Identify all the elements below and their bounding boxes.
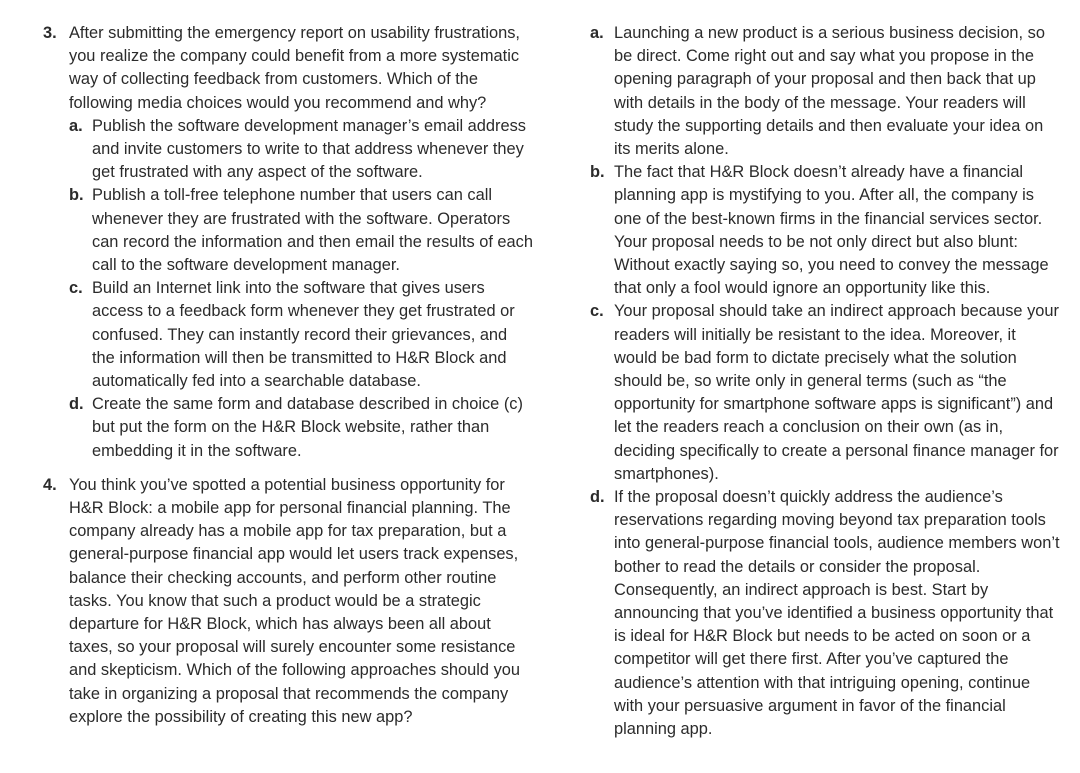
option-text: Create the same form and database described in choice (c) but put the form on the H&R Block website, rather than embedding it in the software. [92, 395, 523, 460]
option-text: Build an Internet link into the software that gives users access to a feedback form whenever they get frustrated or confused. They can instantly record their grievances, and the information will then be transmitted to H&R Block and automatically fed into a searchable database. [92, 279, 515, 391]
option-letter: a. [69, 116, 83, 135]
option-text: Your proposal should take an indirect approach because your readers will initially be resistant to the idea. Moreover, it would be bad form to dictate precisely what the solution should be, so write only in general terms (such as “the opportunity for smartphone software apps is significant”) and let the readers reach a conclusion on their own (as in, deciding specifically to create a personal finance manager for smartphones). [614, 302, 1059, 483]
option-a [590, 22, 1060, 161]
question-4-options [590, 22, 1060, 741]
option-text: The fact that H&R Block doesn’t already have a financial planning app is mystifying to you. After all, the company is one of the best-known firms in the financial services sector. Your proposal needs to be not only direct but also blunt: Without exactly saying so, you need to convey the message that only a fool would ignore an opportunity like this. [614, 163, 1049, 298]
option-b [590, 161, 1060, 300]
option-d [590, 486, 1060, 741]
question-3-options [69, 115, 533, 463]
option-b [69, 184, 533, 277]
right-column [590, 22, 1060, 741]
option-d [69, 393, 533, 463]
left-column [43, 22, 533, 729]
question-text: After submitting the emergency report on usability frustrations, you realize the company could benefit from a more systematic way of collecting feedback from customers. Which of the following media choices would you recommend and why? [69, 24, 520, 112]
option-letter: c. [590, 302, 604, 321]
option-c [590, 300, 1060, 486]
option-letter: a. [590, 24, 604, 42]
option-text: Publish the software development manager’s email address and invite customers to write to that address whenever they get frustrated with any aspect of the software. [92, 116, 526, 182]
question-number: 4. [43, 475, 57, 494]
question-text: You think you’ve spotted a potential business opportunity for H&R Block: a mobile app for personal financial planning. The company already has a mobile app for tax preparation, but a general-purpose financial app would let users track expenses, balance their checking accounts, and perform other routine tasks. You know that such a product would be a strategic departure for H&R Block, which has always been all about taxes, so your proposal will surely encounter some resistance and skepticism. Which of the following approaches should you take in organizing a proposal that recommends the company explore the possibility of creating this new app? [69, 475, 520, 726]
option-a [69, 115, 533, 185]
option-text: If the proposal doesn’t quickly address the audience’s reservations regarding moving beyond tax preparation tools into general-purpose financial tools, audience members won’t bother to read the details or consider the proposal. Consequently, an indirect approach is best. Start by announcing that you’ve identified a business opportunity that is ideal for H&R Block but needs to be acted on soon or a competitor will get there first. After you’ve captured the audience’s attention with that intriguing opening, continue with your persuasive argument in favor of the financial planning app. [614, 488, 1060, 739]
question-3 [43, 22, 533, 463]
option-c [69, 277, 533, 393]
question-4 [43, 474, 533, 729]
option-letter: b. [590, 163, 605, 182]
option-letter: b. [69, 186, 84, 205]
option-letter: d. [590, 488, 605, 507]
option-letter: c. [69, 279, 83, 298]
option-letter: d. [69, 395, 84, 414]
option-text: Launching a new product is a serious business decision, so be direct. Come right out and say what you propose in the opening paragraph of your proposal and then back that up with details in the body of the message. Your readers will study the supporting details and then evaluate your idea on its merits alone. [614, 24, 1045, 159]
question-number: 3. [43, 24, 57, 42]
option-text: Publish a toll-free telephone number that users can call whenever they are frustrated with the software. Operators can record the information and then email the results of each call to the software development manager. [92, 186, 533, 275]
